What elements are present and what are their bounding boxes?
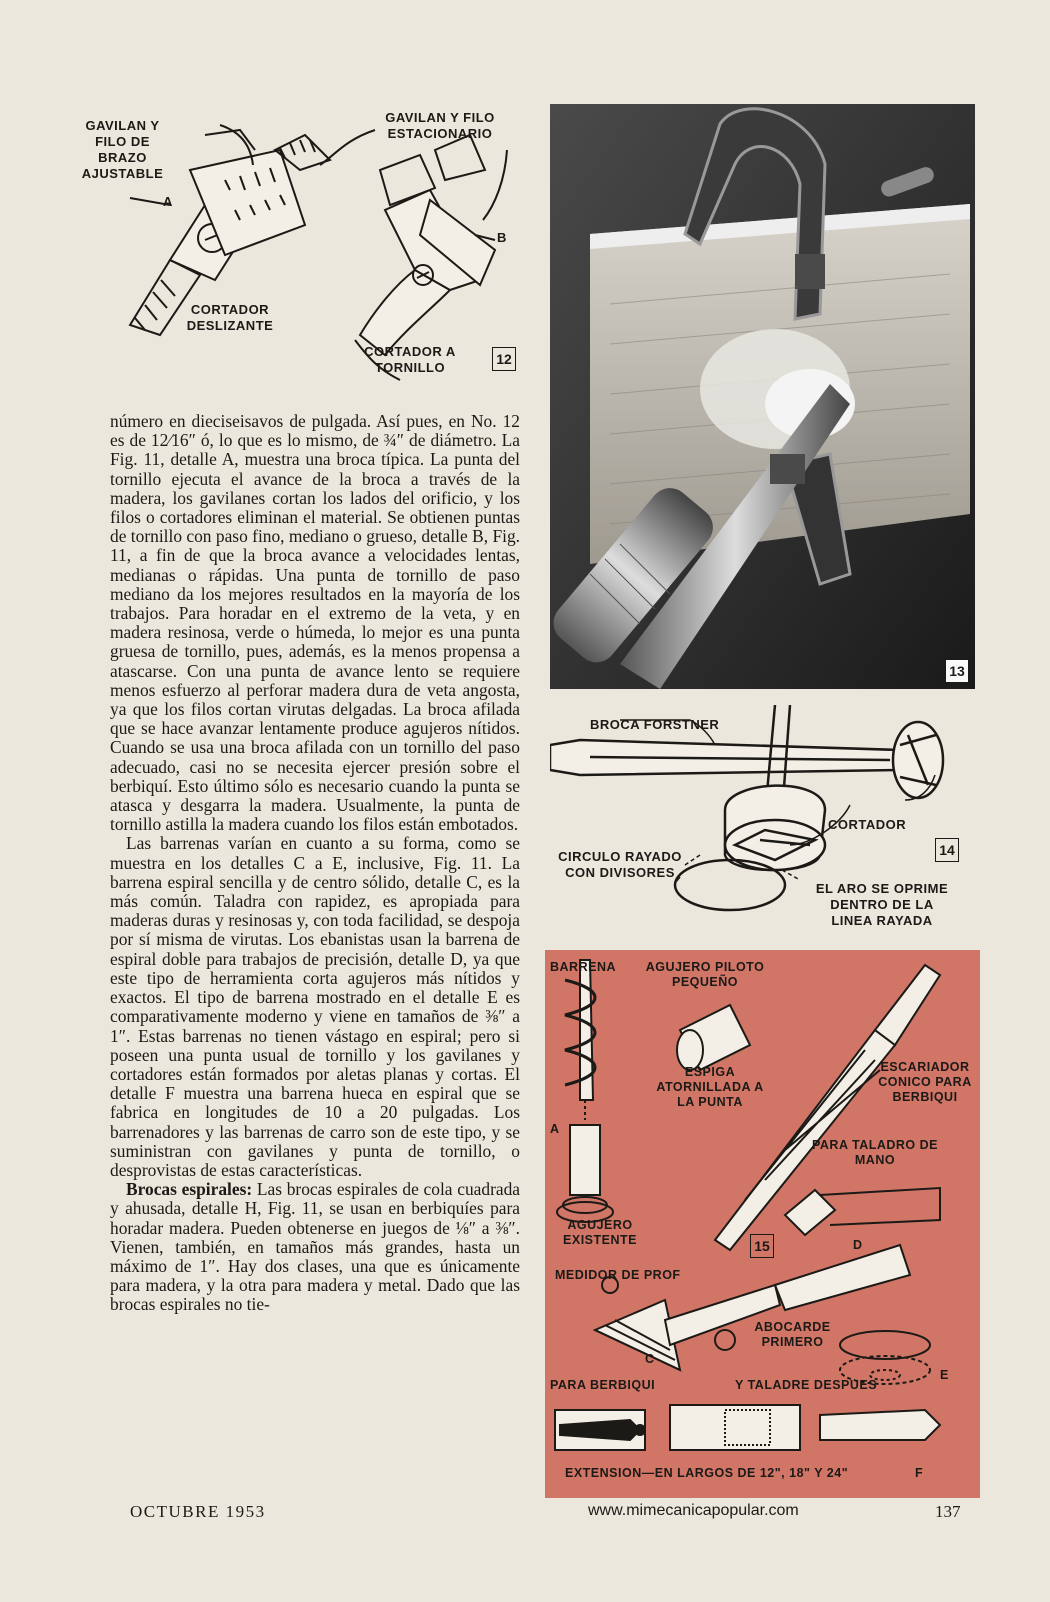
label-taladre-despues: Y TALADRE DESPUES <box>735 1378 878 1392</box>
label-gavilan-estacionario: GAVILAN Y FILO ESTACIONARIO <box>385 110 495 141</box>
label-escariador: ESCARIADOR CONICO PARA BERBIQUI <box>878 1060 972 1104</box>
label-a: A <box>163 194 173 209</box>
figure-13-photo <box>550 104 975 689</box>
article-body <box>110 412 520 1315</box>
figure-number-14: 14 <box>935 838 959 862</box>
figure-number-13: 13 <box>945 659 969 683</box>
label-c: C <box>645 1352 655 1366</box>
figure-15 <box>545 950 980 1498</box>
label-cortador: CORTADOR <box>828 817 907 832</box>
figure-12 <box>75 110 525 390</box>
photo-drilling-board <box>550 104 975 689</box>
label-f: F <box>915 1466 924 1480</box>
paragraph-3-heading: Brocas espirales: <box>126 1179 253 1200</box>
paragraph-1: número en dieciseisavos de pulgada. Así pues, en No. 12 es de 12⁄16″ ó, lo que es lo mismo, de ¾″ de diámetro. La Fig. 11, detalle A, muestra una broca típica. La punta del tornillo ejecuta el avance de la broca a través de la madera, los gavilanes cortan los lados del orificio, y los filos o cortadores eliminan el material. Se obtienen puntas de tornillo con paso fino, mediano o grueso, detalle B, Fig. 11, a fin de que la broca avance a velocidades lentas, medianas o rápidas. Una punta de tornillo de paso mediano da los mejores resultados en la mayoría de los trabajos. Para horadar en el extremo de la veta, y en madera resinosa, verde o húmeda, lo mejor es una punta gruesa de tornillo, pues, además, es la menos propensa a atascarse. Con una punta de avance lento se requiere menos esfuerzo al perforar madera dura de veta angosta, ya que los filos cortan virutas delgadas. La broca afilada que se hace avanzar lentamente produce agujeros nítidos. Cuando se usa una broca afilada con un tornillo del paso adecuado, casi no se necesita ejercer presión sobre el berbiquí. Esto último sólo es necesario cuando la punta se atasca y desgarra la madera. Usualmente, la punta de tornillo astilla la madera cuando los filos están embotados. <box>110 411 520 835</box>
label-cortador-deslizante: CORTADOR DESLIZANTE <box>186 302 274 333</box>
label-cortador-tornillo: CORTADOR A TORNILLO <box>364 344 456 375</box>
figure-14 <box>550 705 975 940</box>
paragraph-2: Las barrenas varían en cuanto a su forma, como se muestra en los detalles C a E, inclusive, Fig. 11. La barrena espiral sencilla y de centro sólido, detalle C, es la más común. Taladra con rapidez, es apropiada para maderas duras y resinosas y, con toda facilidad, se despoja por sí misma de virutas. Los ebanistas usan la barrena de espiral doble para trabajos de precisión, detalle D, ya que este tipo de herramienta corta agujeros más nítidos y exactos. El tipo de barrena mostrado en el detalle E es comparativamente moderno y viene en tamaños de ⅜″ a 1″. Estas barrenas no tienen vástago en espiral; pero si poseen una punta usual de tornillo y los gavilanes y cortadores están formados por aletas planas y cortas. El detalle F muestra una barrena hueca en espiral que se fabrica en longitudes de 10 a 20 pulgadas. Los barrenadores y las barrenas de carro son de este tipo, y se suministran con gavilanes y punta de tornillo, o desprovistas de estas características. <box>110 833 520 1180</box>
footer-date: OCTUBRE 1953 <box>130 1502 266 1521</box>
figure-number-12: 12 <box>492 347 516 371</box>
label-circulo-rayado: CIRCULO RAYADO CON DIVISORES <box>558 849 682 880</box>
label-taladro-mano: PARA TALADRO DE MANO <box>811 1138 938 1167</box>
label-extension: EXTENSION—EN LARGOS DE 12", 18" Y 24" <box>565 1466 849 1480</box>
label-b: B <box>497 230 507 245</box>
label-e: E <box>940 1368 949 1382</box>
label-d: D <box>853 1238 863 1252</box>
label-agujero-piloto: AGUJERO PILOTO PEQUEÑO <box>645 960 765 989</box>
label-agujero-existente: AGUJERO EXISTENTE <box>563 1218 637 1247</box>
paragraph-3-text: Las brocas espirales de cola cuadrada y ahusada, detalle H, Fig. 11, se usan en berbiquíes para horadar madera. Pueden obtenerse en juegos de ⅛″ a ⅜″. Vienen, también, en tamaños más grandes, hasta un máximo de 1″. Hay dos clases, una que es únicamente para madera, y la otra para madera y metal. Dado que las brocas espirales no tie- <box>110 1179 520 1315</box>
label-broca-forstner: BROCA FORSTNER <box>590 717 720 732</box>
label-aro-oprime: EL ARO SE OPRIME DENTRO DE LA LINEA RAYADA <box>815 881 949 928</box>
footer-site: www.mimecanicapopular.com <box>588 1502 799 1519</box>
label-gavilan-brazo: GAVILAN Y FILO DE BRAZO AJUSTABLE <box>81 118 164 181</box>
label-medidor: MEDIDOR DE PROF <box>555 1268 681 1282</box>
label-para-berbiqui: PARA BERBIQUI <box>550 1378 656 1392</box>
figure-number-15: 15 <box>750 1234 774 1258</box>
label-barrena: BARRENA <box>550 960 616 974</box>
footer-page-number: 137 <box>935 1502 961 1521</box>
paragraph-3 <box>110 1180 520 1314</box>
label-espiga: ESPIGA ATORNILLADA A LA PUNTA <box>656 1065 764 1109</box>
label-a: A <box>550 1122 560 1136</box>
label-abocarde: ABOCARDE PRIMERO <box>754 1320 831 1349</box>
